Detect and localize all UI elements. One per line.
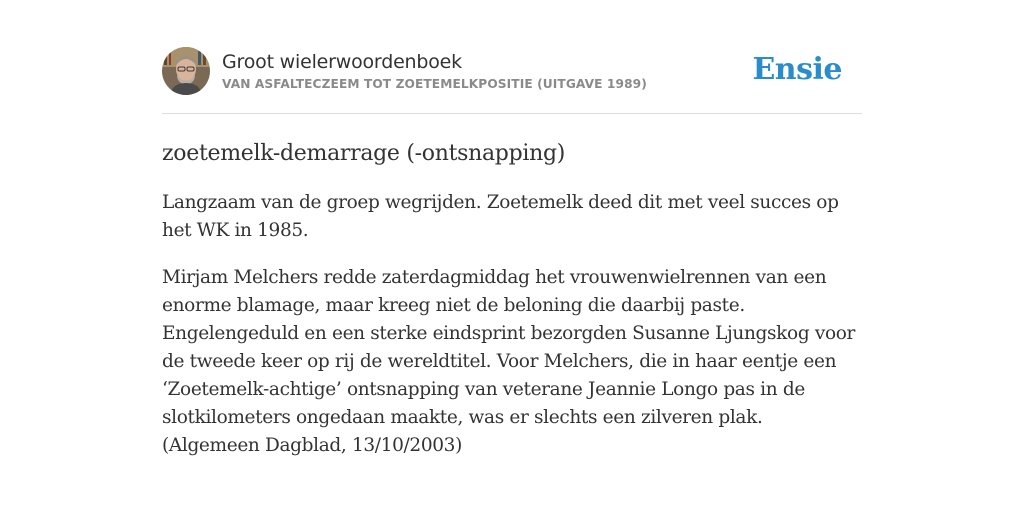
header-divider (162, 113, 862, 114)
entry-quote: Mirjam Melchers redde zaterdagmiddag het vrouwenwielrennen van een enorme blamage, maar kreeg niet de beloning die daarbij paste. Engelengeduld en een sterke eindsprint bezorgden Susanne Ljungskog voor de tweede keer op rij de wereldtitel. Voor Melchers, die in haar eentje een ‘Zoetemelk-achtige’ ontsnapping van veterane Jeannie Longo pas in de slotkilometers ongedaan maakte, was er slechts een zilveren plak. (Algemeen Dagblad, 13/10/2003) (162, 267, 856, 456)
entry-card (162, 47, 862, 460)
book-header (162, 47, 862, 95)
entry-definition: Langzaam van de groep wegrijden. Zoetemelk deed dit met veel succes op het WK in 1985. (162, 192, 839, 241)
ensie-logo-link[interactable]: Ensie (752, 51, 842, 87)
book-title[interactable]: Groot wielerwoordenboek (222, 51, 462, 73)
author-avatar (162, 47, 210, 95)
author-portrait-icon (162, 47, 210, 95)
entry-term: zoetemelk-demarrage (-ontsnapping) (162, 141, 566, 166)
book-subtitle: VAN ASFALTECZEEM TOT ZOETEMELKPOSITIE (UITGAVE 1989) (222, 77, 647, 91)
book-info (222, 50, 752, 92)
